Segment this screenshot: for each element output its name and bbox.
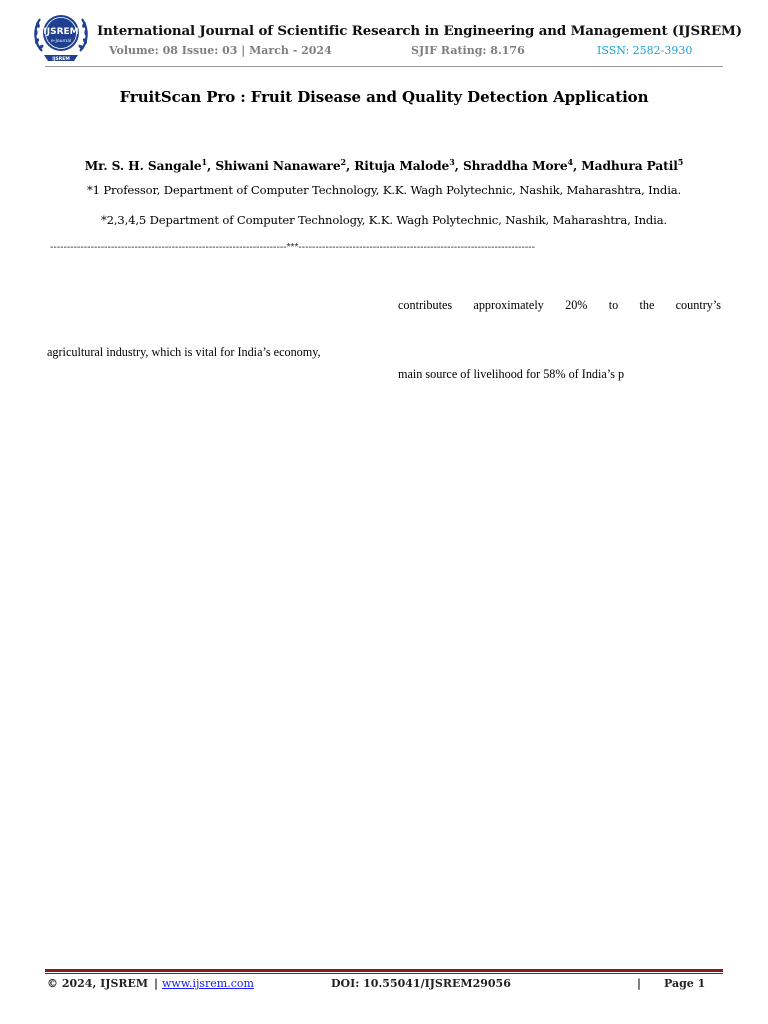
footer-divider <box>45 969 723 972</box>
author-name: Shiwani Nanaware <box>215 159 341 174</box>
body-text-fragment: main source of livelihood for 58% of India’s p <box>398 367 625 381</box>
journal-logo <box>30 7 92 65</box>
svg-text:e-Journal: e-Journal <box>50 39 72 44</box>
footer-website-link[interactable]: www.ijsrem.com <box>162 977 254 990</box>
body-text-fragment: contributes approximately 20% to the country’s <box>398 298 721 312</box>
journal-volume: Volume: 08 Issue: 03 | March - 2024 <box>109 44 332 57</box>
author-affiliation-mark: 3 <box>449 157 455 167</box>
section-separator: ----------------------------------------------------------------------***---------------------------------------------------------------------- <box>50 242 536 253</box>
footer-copyright: © 2024, IJSREM <box>47 977 149 990</box>
author-affiliation-mark: 5 <box>677 157 684 167</box>
author-affiliation-mark: 4 <box>567 157 573 167</box>
header-divider <box>45 66 723 67</box>
svg-text:IJSREM: IJSREM <box>52 57 70 62</box>
svg-text:IJSREM: IJSREM <box>43 27 79 37</box>
journal-title: International Journal of Scientific Research in Engineering and Management (IJSREM) <box>97 23 742 39</box>
footer-separator: | <box>637 977 642 990</box>
author-affiliation-mark: 2 <box>340 157 346 167</box>
affiliation-2: *2,3,4,5 Department of Computer Technology, K.K. Wagh Polytechnic, Nashik, Maharashtra, India. <box>100 213 668 227</box>
author-name: Shraddha More <box>462 159 568 174</box>
author-name: Madhura Patil <box>581 159 678 174</box>
paper-title: FruitScan Pro : Fruit Disease and Quality Detection Application <box>119 88 649 106</box>
body-text-fragment: agricultural industry, which is vital for India’s economy, <box>47 345 321 359</box>
journal-sjif-rating: SJIF Rating: 8.176 <box>411 44 525 57</box>
author-affiliation-mark: 1 <box>201 157 208 167</box>
footer-separator: | <box>154 977 159 990</box>
author-name: Mr. S. H. Sangale <box>84 159 202 174</box>
author-list: Mr. S. H. Sangale$^1$, Shiwani Nanaware$^2$, Rituja Malode$^3$, Shraddha More$^4$, Madhura Patil$^5$ <box>84 157 684 174</box>
journal-issn: ISSN: 2582-3930 <box>597 44 693 57</box>
footer-page-number: Page 1 <box>664 977 706 990</box>
footer-doi: DOI: 10.55041/IJSREM29056 <box>331 977 511 990</box>
author-name: Rituja Malode <box>354 159 450 174</box>
affiliation-1: *1 Professor, Department of Computer Technology, K.K. Wagh Polytechnic, Nashik, Maharashtra, India. <box>86 183 682 197</box>
footer-divider-thin <box>45 973 723 974</box>
